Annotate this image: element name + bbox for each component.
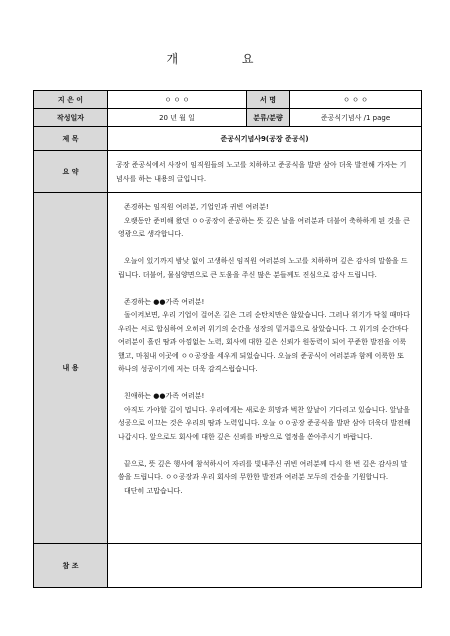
content-label: 내 용 bbox=[34, 193, 108, 544]
date-row bbox=[34, 109, 422, 127]
content-line: 돌이켜보면, 우리 기업이 걸어온 길은 그리 순탄치만은 않았습니다. 그러나 위기가 닥칠 때마다 우리는 서로 합심하여 오히려 위기의 순간을 성장의 밑거름으로 삼았습니다. 그 위기의 순간마다 여러분이 흘린 땀과 아낌없는 노력, 회사에 대한 깊은 신뢰가 원동력이 되어 꾸준한 발전을 이룩했고, 마침내 이곳에 ㅇㅇ공장을 세우게 되었습니다. 오늘의 준공식이 여러분과 함께 이룩한 또 하나의 성공이기에 저는 더욱 감격스럽습니다. bbox=[118, 311, 410, 373]
summary-form-table bbox=[33, 90, 422, 588]
subject-value: 준공식기념사9(공장 준공식) bbox=[108, 127, 422, 151]
summary-text: 공장 준공식에서 사장이 임직원들의 노고를 치하하고 준공식을 발판 삼아 더욱 발전해 가자는 기념사를 하는 내용의 글입니다. bbox=[108, 151, 422, 193]
content-line: 존경하는 ●●가족 여러분! bbox=[124, 297, 205, 306]
date-label: 작성일자 bbox=[34, 109, 108, 127]
summary-label: 요 약 bbox=[34, 151, 108, 193]
content-paragraph bbox=[118, 390, 411, 444]
document-title: 개 요 bbox=[166, 52, 284, 66]
reference-label: 참 조 bbox=[34, 544, 108, 588]
signature-label: 서 명 bbox=[247, 91, 290, 109]
reference-value bbox=[108, 544, 422, 588]
signature-value: ㅇ ㅇ ㅇ bbox=[290, 91, 422, 109]
author-label: 지 은 이 bbox=[34, 91, 108, 109]
content-line: 아직도 가야할 길이 멉니다. 우리에게는 새로운 희망과 벅찬 앞날이 기다리고 있습니다. 앞날을 성공으로 이끄는 것은 우리의 땀과 노력입니다. 오늘 ㅇㅇ공장 준공식을 발판 삼아 더욱더 발전해 나갑시다. 앞으로도 회사에 대한 깊은 신뢰를 바탕으로 열정을 쏟아주시기 바랍니다. bbox=[118, 405, 411, 441]
subject-row bbox=[34, 127, 422, 151]
category-value: 준공식기념사 /1 page bbox=[290, 109, 422, 127]
subject-label: 제 목 bbox=[34, 127, 108, 151]
category-label: 분류/분량 bbox=[247, 109, 290, 127]
content-row bbox=[34, 193, 422, 544]
author-value: ㅇ ㅇ ㅇ bbox=[108, 91, 247, 109]
content-paragraph bbox=[118, 201, 411, 242]
content-line: 존경하는 임직원 여러분, 기업인과 귀빈 여러분! bbox=[124, 203, 269, 211]
content-line: 오랫동안 준비해 왔던 ㅇㅇ공장이 준공하는 뜻 깊은 날을 여러분과 더불어 축하하게 된 것을 큰 영광으로 생각합니다. bbox=[118, 216, 410, 238]
content-line: 친애하는 ●●가족 여러분! bbox=[124, 392, 205, 400]
content-paragraph bbox=[118, 296, 411, 377]
content-paragraph bbox=[118, 255, 411, 282]
author-row bbox=[34, 91, 422, 109]
content-paragraph bbox=[118, 458, 411, 499]
content-line: 오늘이 있기까지 밤낮 없이 고생하신 임직원 여러분의 노고를 치하하며 깊은 감사의 말씀을 드립니다. 더불어, 물심양면으로 큰 도움을 주신 많은 분들께도 진심으로 감사 드립니다. bbox=[118, 257, 408, 279]
summary-row bbox=[34, 151, 422, 193]
content-body bbox=[108, 193, 422, 544]
content-line: 끝으로, 뜻 깊은 행사에 참석하시어 자리를 빛내주신 귀빈 여러분께 다시 한 번 깊은 감사의 말씀을 드립니다. ㅇㅇ공장과 우리 회사의 무한한 발전과 여러분 모두의 건승을 기원합니다. bbox=[118, 459, 408, 481]
reference-row bbox=[34, 544, 422, 588]
date-value: 20 년 월 일 bbox=[108, 109, 247, 127]
content-line: 대단히 고맙습니다. bbox=[124, 486, 183, 495]
